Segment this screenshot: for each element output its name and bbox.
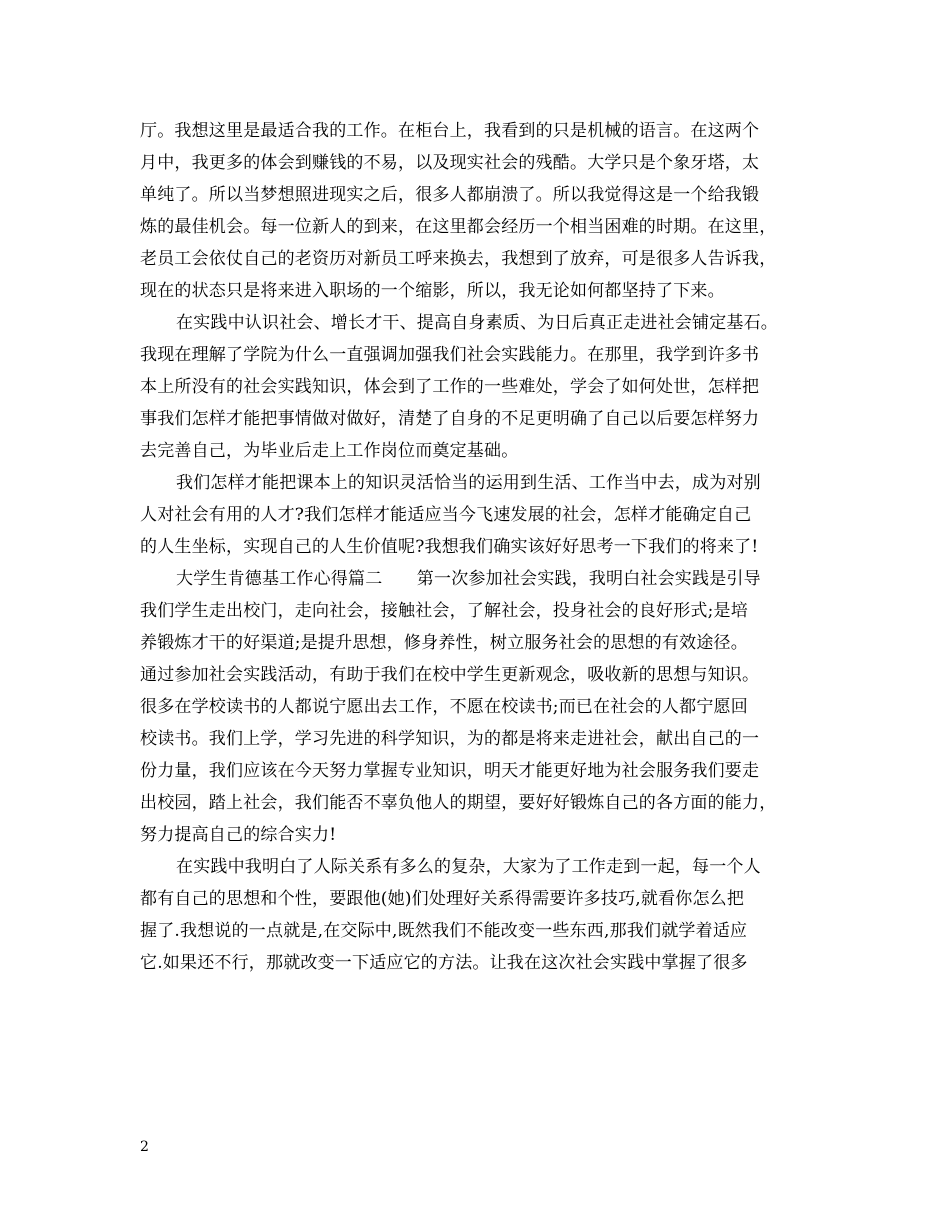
- text-line: 人对社会有用的人才?我们怎样才能适应当今飞速发展的社会，怎样才能确定自己: [140, 505, 752, 525]
- text-line: 在实践中我明白了人际关系有多么的复杂，大家为了工作走到一起，每一个人: [176, 857, 761, 877]
- text-line: 努力提高自己的综合实力!: [140, 825, 337, 845]
- text-line: 现在的状态只是将来进入职场的一个缩影，所以，我无论如何都坚持了下来。: [140, 281, 725, 301]
- text-line: 我们学生走出校门，走向社会，接触社会，了解社会，投身社会的良好形式;是培: [140, 601, 748, 621]
- text-line: 事我们怎样才能把事情做对做好，清楚了自身的不足更明确了自己以后要怎样努力: [140, 409, 760, 429]
- text-line: 份力量，我们应该在今天努力掌握专业知识，明天才能更好地为社会服务我们要走: [140, 761, 760, 781]
- text-line: 去完善自己，为毕业后走上工作岗位而奠定基础。: [140, 441, 519, 461]
- body-text: [140, 115, 810, 979]
- text-line: 通过参加社会实践活动，有助于我们在校中学生更新观念，吸收新的思想与知识。: [140, 665, 760, 685]
- text-line: 我们怎样才能把课本上的知识灵活恰当的运用到生活、工作当中去，成为对别: [176, 473, 761, 493]
- text-line: 老员工会依仗自己的老资历对新员工呼来换去，我想到了放弃，可是很多人告诉我，: [140, 249, 777, 269]
- text-line: 在实践中认识社会、增长才干、提高自身素质、为日后真正走进社会铺定基石。: [176, 313, 778, 333]
- text-line: 握了.我想说的一点就是,在交际中,既然我们不能改变一些东西,那我们就学着适应: [140, 921, 748, 941]
- text-line: 炼的最佳机会。每一位新人的到来，在这里都会经历一个相当困难的时期。在这里，: [140, 217, 777, 237]
- text-line: 很多在学校读书的人都说宁愿出去工作，不愿在校读书;而已在社会的人都宁愿回: [140, 697, 748, 717]
- text-line: 月中，我更多的体会到赚钱的不易，以及现实社会的残酷。大学只是个象牙塔，太: [140, 153, 760, 173]
- text-line: 都有自己的思想和个性，要跟他(她)们处理好关系得需要许多技巧,就看你怎么把: [140, 889, 745, 909]
- text-line: 的人生坐标，实现自己的人生价值呢?我想我们确实该好好思考一下我们的将来了!: [140, 537, 759, 557]
- text-line: 养锻炼才干的好渠道;是提升思想，修身养性，树立服务社会的思想的有效途径。: [140, 633, 748, 653]
- page-number: 2: [140, 1139, 149, 1155]
- text-line: 单纯了。所以当梦想照进现实之后，很多人都崩溃了。所以我觉得这是一个给我锻: [140, 185, 760, 205]
- text-line: 出校园，踏上社会，我们能否不辜负他人的期望，要好好锻炼自己的各方面的能力，: [140, 793, 777, 813]
- text-line: 它.如果还不行，那就改变一下适应它的方法。让我在这次社会实践中掌握了很多: [140, 953, 748, 973]
- text-line: 大学生肯德基工作心得篇二 第一次参加社会实践，我明白社会实践是引导: [176, 569, 761, 589]
- text-line: 厅。我想这里是最适合我的工作。在柜台上，我看到的只是机械的语言。在这两个: [140, 121, 760, 141]
- text-line: 校读书。我们上学，学习先进的科学知识，为的都是将来走进社会，献出自己的一: [140, 729, 760, 749]
- text-line: 我现在理解了学院为什么一直强调加强我们社会实践能力。在那里，我学到许多书: [140, 345, 760, 365]
- text-line: 本上所没有的社会实践知识，体会到了工作的一些难处，学会了如何处世，怎样把: [140, 377, 760, 397]
